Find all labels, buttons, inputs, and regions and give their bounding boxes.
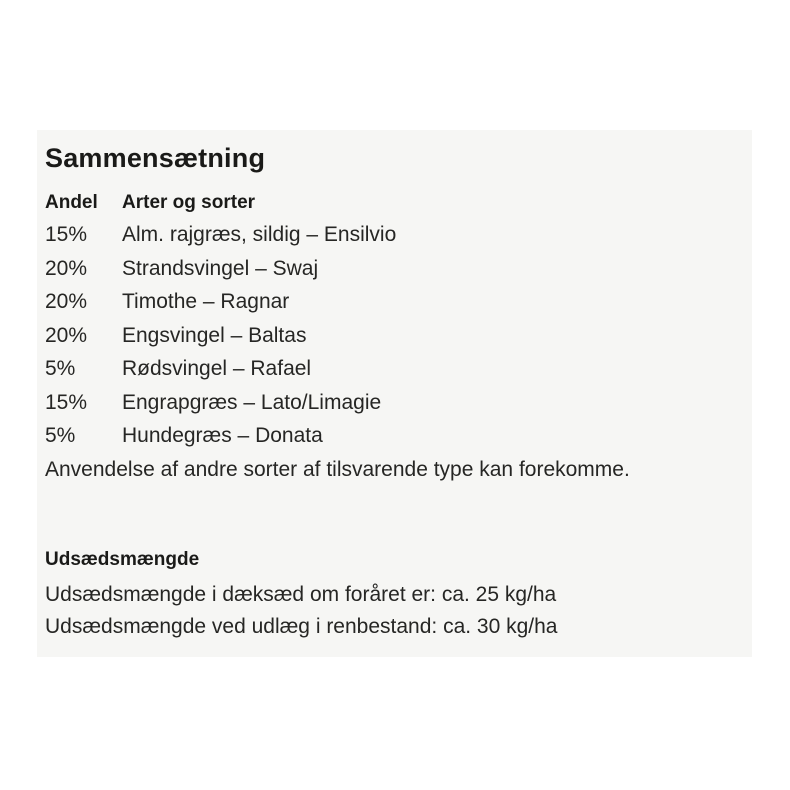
composition-note: Anvendelse af andre sorter af tilsvarende type kan forekomme. <box>45 457 630 481</box>
table-cell-share: 15% <box>45 223 88 246</box>
column-header-share: Andel <box>45 192 98 213</box>
composition-table-header <box>45 191 742 215</box>
table-cell-share: 5% <box>45 357 76 380</box>
table-cell-share: 20% <box>45 256 88 280</box>
table-cell-variety: Timothe – Ragnar <box>122 290 290 313</box>
table-cell-variety: Strandsvingel – Swaj <box>122 256 319 280</box>
seeding-rate-heading: Udsædsmængde <box>45 549 200 570</box>
product-details-panel <box>37 130 752 657</box>
table-cell-variety: Rødsvingel – Rafael <box>122 357 312 380</box>
composition-title: Sammensætning <box>45 143 266 173</box>
seeding-rate-cover-crop: Udsædsmængde i dæksæd om foråret er: ca. 25 kg/ha <box>45 583 557 606</box>
table-cell-share: 20% <box>45 290 88 313</box>
composition-table <box>45 218 742 453</box>
seeding-rate-pure-stand: Udsædsmængde ved udlæg i renbestand: ca. 30 kg/ha <box>45 615 558 638</box>
table-cell-share: 20% <box>45 323 88 347</box>
table-cell-variety: Engrapgræs – Lato/Limagie <box>122 390 382 414</box>
table-cell-variety: Alm. rajgræs, sildig – Ensilvio <box>122 223 397 246</box>
table-cell-share: 5% <box>45 424 76 447</box>
table-cell-variety: Hundegræs – Donata <box>122 424 323 447</box>
table-cell-variety: Engsvingel – Baltas <box>122 323 307 347</box>
seeding-rate-lines <box>45 579 742 643</box>
table-cell-share: 15% <box>45 390 88 414</box>
column-header-variety: Arter og sorter <box>122 192 256 213</box>
